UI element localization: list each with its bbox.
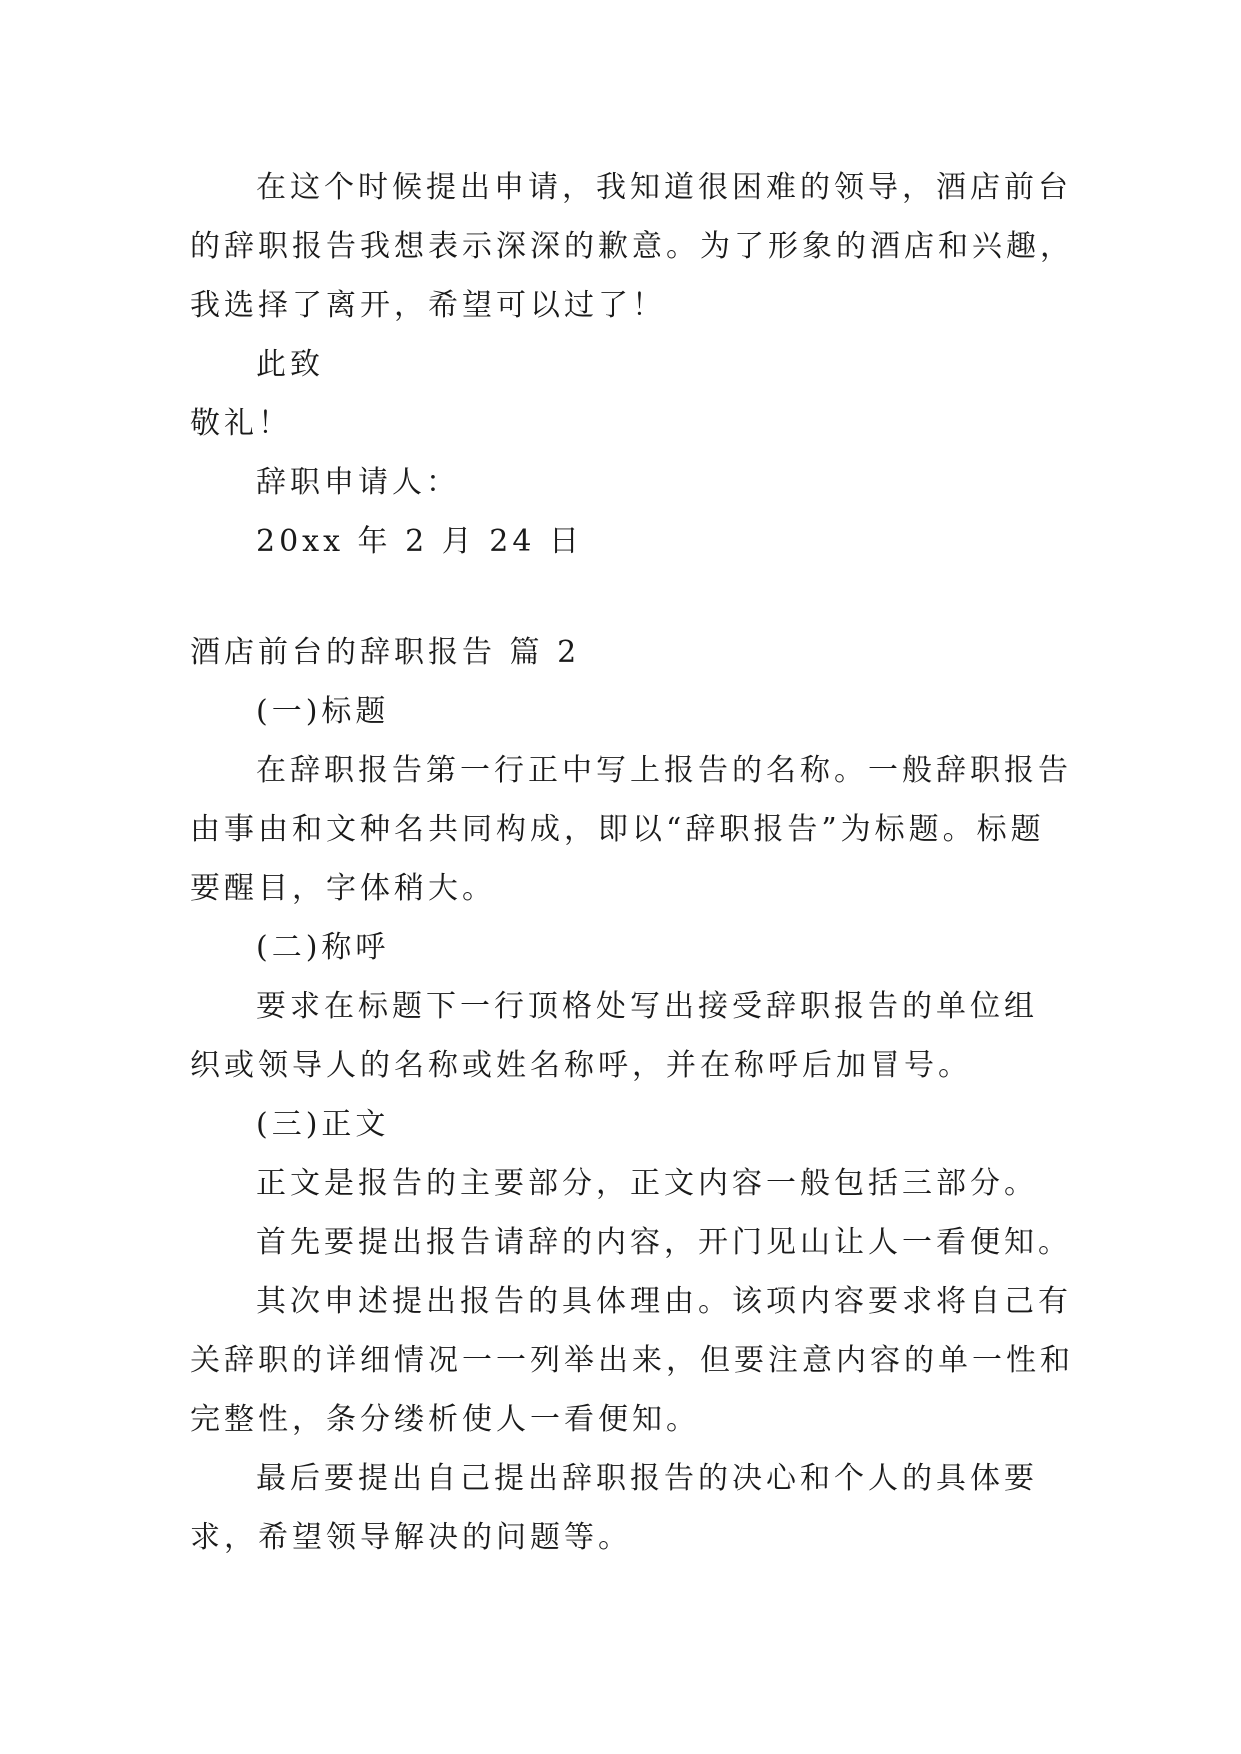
paragraph-line: 由事由和文种名共同构成，即以“辞职报告”为标题。标题 (190, 812, 1045, 847)
applicant-label: 辞职申请人： (256, 465, 460, 500)
part-title: (三)正文 (256, 1107, 390, 1142)
closing-text: 此致 (256, 347, 324, 382)
document-page (190, 158, 1074, 1567)
paragraph-line: 在辞职报告第一行正中写上报告的名称。一般辞职报告 (256, 753, 1072, 788)
part-title: (二)称呼 (256, 930, 390, 965)
paragraph-line: 我选择了离开，希望可以过了！ (190, 288, 666, 323)
paragraph-line: 织或领导人的名称或姓名称呼，并在称呼后加冒号。 (190, 1048, 972, 1083)
paragraph-line: 要醒目，字体稍大。 (190, 871, 496, 906)
paragraph-line: 在这个时候提出申请，我知道很困难的领导，酒店前台 (256, 170, 1072, 205)
paragraph-line: 完整性，条分缕析使人一看便知。 (190, 1402, 700, 1437)
paragraph-line: 求，希望领导解决的问题等。 (190, 1520, 632, 1555)
paragraph-line: 最后要提出自己提出辞职报告的决心和个人的具体要 (256, 1461, 1038, 1496)
paragraph-line: 的辞职报告我想表示深深的歉意。为了形象的酒店和兴趣， (190, 229, 1074, 264)
salute-text: 敬礼！ (190, 406, 292, 441)
section-gap (190, 571, 1070, 623)
paragraph-line: 其次申述提出报告的具体理由。该项内容要求将自己有 (256, 1284, 1072, 1319)
paragraph-line: 首先要提出报告请辞的内容，开门见山让人一看便知。 (256, 1225, 1072, 1260)
part-title: (一)标题 (256, 694, 390, 729)
date-text: 20xx 年 2 月 24 日 (256, 524, 583, 559)
section-heading: 酒店前台的辞职报告 篇 2 (190, 635, 581, 670)
paragraph-line: 关辞职的详细情况一一列举出来，但要注意内容的单一性和 (190, 1343, 1074, 1378)
paragraph-line: 正文是报告的主要部分，正文内容一般包括三部分。 (256, 1166, 1038, 1201)
paragraph-line: 要求在标题下一行顶格处写出接受辞职报告的单位组 (256, 989, 1038, 1024)
